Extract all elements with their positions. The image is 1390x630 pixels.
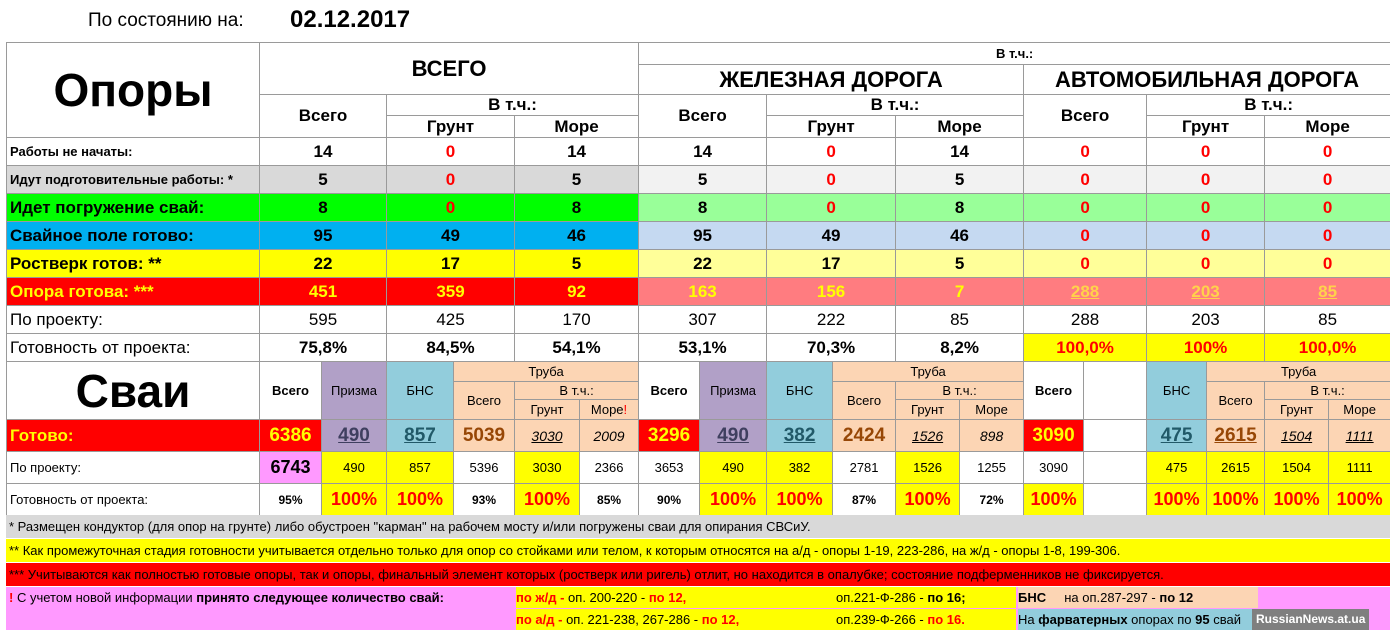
cell-value: 451 (260, 278, 387, 306)
cell-value: 87% (833, 484, 896, 516)
row-label: Идут подготовительные работы: * (7, 166, 260, 194)
footnote-4 (6, 587, 1390, 630)
cell-value: 85 (1265, 278, 1390, 306)
cell-value: 2615 (1207, 452, 1265, 484)
cell-value: 163 (639, 278, 767, 306)
rail-label: по ж/д - (516, 590, 569, 605)
watermark: RussianNews.at.ua (1252, 609, 1369, 630)
cell-value: 288 (1024, 306, 1147, 334)
group-total-title: ВСЕГО (260, 43, 639, 95)
cell-value: 475 (1147, 420, 1207, 452)
rail-range-1: оп. 200-220 - (568, 590, 649, 605)
cell-value: 1504 (1265, 420, 1329, 452)
col-total: Всего (260, 95, 387, 138)
col-sea (580, 400, 639, 420)
cell-value: 0 (387, 166, 515, 194)
status-header (0, 0, 1390, 40)
footnote-4-rail-2 (836, 587, 1016, 608)
row-label: Ростверк готов: ** (7, 250, 260, 278)
cell-value: 1504 (1265, 452, 1329, 484)
cell-value: 307 (639, 306, 767, 334)
cell-value: 14 (639, 138, 767, 166)
cell-value: 14 (515, 138, 639, 166)
col-truba: Труба (454, 362, 639, 382)
road-range-1: оп. 221-238, 267-286 - (566, 612, 702, 627)
row-label: Готовность от проекта: (7, 484, 260, 516)
group-vtch-title: В т.ч.: (639, 43, 1390, 65)
cell-value: 490 (322, 452, 387, 484)
cell-value: 92 (515, 278, 639, 306)
opory-title: Опоры (7, 43, 260, 138)
cell-value: 0 (1147, 166, 1265, 194)
bns-label: БНС (1018, 590, 1047, 605)
cell-value: 490 (700, 420, 767, 452)
footnote-4-rail (516, 587, 836, 608)
cell-value: 2615 (1207, 420, 1265, 452)
cell-value: 100% (387, 484, 454, 516)
col-ground: Грунт (1147, 116, 1265, 138)
footnote-3: *** Учитываются как полностью готовые опоры, так и опоры, финальный элемент которых (ростверк или ригель) отлит, но находится в опалубке; состояние подферменников не фиксируется. (6, 563, 1390, 586)
row-label: По проекту: (7, 452, 260, 484)
footnote-4-intro (9, 587, 444, 608)
col-truba: Труба (833, 362, 1024, 382)
cell-value: 595 (260, 306, 387, 334)
cell-value: 8,2% (896, 334, 1024, 362)
cell-value: 17 (767, 250, 896, 278)
col-empty (1084, 362, 1147, 420)
col-vtch: В т.ч.: (1265, 382, 1390, 400)
cell-value: 6743 (260, 452, 322, 484)
cell-value: 0 (767, 194, 896, 222)
cell-value: 1526 (896, 452, 960, 484)
status-date-label: По состоянию на: (88, 10, 244, 31)
road-value-1: по 12, (701, 612, 740, 627)
cell-value: 3090 (1024, 452, 1084, 484)
col-ground: Грунт (1265, 400, 1329, 420)
col-ground: Грунт (767, 116, 896, 138)
cell-value: 0 (1265, 222, 1390, 250)
cell-value: 0 (1147, 250, 1265, 278)
cell-value: 0 (767, 138, 896, 166)
cell-value: 5 (515, 166, 639, 194)
col-prizma: Призма (322, 362, 387, 420)
footnote-4-fairway (1018, 609, 1258, 630)
col-vtch: В т.ч.: (896, 382, 1024, 400)
cell-value: 0 (1265, 166, 1390, 194)
status-date-value: 02.12.2017 (290, 6, 411, 33)
group-road-title: АВТОМОБИЛЬНАЯ ДОРОГА (1024, 65, 1390, 95)
cell-value: 0 (1024, 138, 1147, 166)
col-ground: Грунт (387, 116, 515, 138)
svai-title: Сваи (7, 362, 260, 420)
footnote-4-mark: ! (9, 590, 14, 605)
cell-value: 0 (1147, 194, 1265, 222)
bns-value: по 12 (1159, 590, 1194, 605)
cell-value: 857 (387, 420, 454, 452)
cell-value: 93% (454, 484, 515, 516)
cell-value: 5 (260, 166, 387, 194)
cell-value: 3653 (639, 452, 700, 484)
cell-value: 1111 (1329, 452, 1390, 484)
col-total: Всего (1024, 95, 1147, 138)
cell-value: 100% (1329, 484, 1390, 516)
status-table (6, 42, 1390, 516)
cell-value: 2009 (580, 420, 639, 452)
row-label: Идет погружение свай: (7, 194, 260, 222)
cell-value: 49 (387, 222, 515, 250)
cell-value: 22 (260, 250, 387, 278)
cell-value: 100% (896, 484, 960, 516)
cell-value: 46 (515, 222, 639, 250)
cell-value: 7 (896, 278, 1024, 306)
cell-value: 100% (1265, 484, 1329, 516)
cell-value: 100% (767, 484, 833, 516)
cell-value: 85 (1265, 306, 1390, 334)
col-sea: Море (960, 400, 1024, 420)
cell-value: 100,0% (1024, 334, 1147, 362)
row-label: Готовность от проекта: (7, 334, 260, 362)
cell-value: 288 (1024, 278, 1147, 306)
fair-d: 95 (1195, 612, 1210, 627)
road-range-2: оп.239-Ф-266 - (836, 612, 928, 627)
cell-value: 0 (1147, 138, 1265, 166)
cell-empty (1084, 420, 1147, 452)
row-label: По проекту: (7, 306, 260, 334)
road-value-2: по 16. (927, 612, 965, 627)
cell-value: 22 (639, 250, 767, 278)
cell-empty (1084, 484, 1147, 516)
footnote-4-road (516, 609, 836, 630)
fair-b: фарватерных (1038, 612, 1128, 627)
cell-value: 222 (767, 306, 896, 334)
footnote-4-text-b: принято следующее количество свай: (196, 590, 444, 605)
col-vtch: В т.ч.: (387, 95, 639, 116)
cell-value: 156 (767, 278, 896, 306)
road-label: по а/д - (516, 612, 567, 627)
cell-value: 170 (515, 306, 639, 334)
cell-value: 14 (260, 138, 387, 166)
footnote-4-bns (1018, 587, 1258, 608)
col-bns: БНС (387, 362, 454, 420)
cell-value: 54,1% (515, 334, 639, 362)
cell-value: 100% (1024, 484, 1084, 516)
cell-value: 0 (1024, 166, 1147, 194)
col-sea: Море (1329, 400, 1390, 420)
col-vtch: В т.ч.: (515, 382, 639, 400)
col-vsego: Всего (1207, 382, 1265, 420)
cell-value: 17 (387, 250, 515, 278)
cell-value: 14 (896, 138, 1024, 166)
cell-value: 53,1% (639, 334, 767, 362)
cell-value: 898 (960, 420, 1024, 452)
col-prizma: Призма (700, 362, 767, 420)
col-bns: БНС (767, 362, 833, 420)
fair-c: опорах по (1127, 612, 1196, 627)
cell-value: 0 (1265, 138, 1390, 166)
cell-value: 100% (1147, 334, 1265, 362)
cell-value: 95 (260, 222, 387, 250)
cell-value: 1111 (1329, 420, 1390, 452)
cell-value: 90% (639, 484, 700, 516)
cell-value: 6386 (260, 420, 322, 452)
cell-value: 2424 (833, 420, 896, 452)
cell-value: 203 (1147, 278, 1265, 306)
rail-range-2: оп.221-Ф-286 - (836, 590, 928, 605)
col-vtch: В т.ч.: (1147, 95, 1390, 116)
cell-value: 3030 (515, 452, 580, 484)
cell-value: 3030 (515, 420, 580, 452)
col-total: Всего (260, 362, 322, 420)
cell-value: 1255 (960, 452, 1024, 484)
cell-value: 84,5% (387, 334, 515, 362)
cell-value: 5 (896, 250, 1024, 278)
cell-value: 95% (260, 484, 322, 516)
cell-value: 0 (1265, 194, 1390, 222)
cell-value: 5 (515, 250, 639, 278)
col-truba: Труба (1207, 362, 1390, 382)
cell-value: 46 (896, 222, 1024, 250)
group-rail-title: ЖЕЛЕЗНАЯ ДОРОГА (639, 65, 1024, 95)
col-vsego: Всего (833, 382, 896, 420)
cell-value: 0 (1265, 250, 1390, 278)
row-label: Свайное поле готово: (7, 222, 260, 250)
cell-value: 382 (767, 420, 833, 452)
footnote-1: * Размещен кондуктор (для опор на грунте) либо обустроен "карман" на рабочем мосту и/или погружены сваи для опирания СВСиУ. (6, 515, 1390, 538)
cell-value: 85% (580, 484, 639, 516)
cell-value: 8 (896, 194, 1024, 222)
cell-value: 8 (515, 194, 639, 222)
col-bns: БНС (1147, 362, 1207, 420)
cell-value: 0 (1024, 222, 1147, 250)
row-label: Готово: (7, 420, 260, 452)
cell-value: 425 (387, 306, 515, 334)
row-label: Работы не начаты: (7, 138, 260, 166)
col-total: Всего (639, 362, 700, 420)
rail-value-1: по 12, (648, 590, 687, 605)
fair-e: свай (1209, 612, 1241, 627)
cell-value: 0 (387, 194, 515, 222)
col-vsego: Всего (454, 382, 515, 420)
cell-value: 95 (639, 222, 767, 250)
cell-value: 857 (387, 452, 454, 484)
cell-value: 75,8% (260, 334, 387, 362)
cell-value: 3296 (639, 420, 700, 452)
cell-value: 382 (767, 452, 833, 484)
col-total: Всего (1024, 362, 1084, 420)
cell-value: 8 (639, 194, 767, 222)
sea-mark: ! (623, 402, 628, 417)
cell-value: 8 (260, 194, 387, 222)
cell-value: 0 (1147, 222, 1265, 250)
cell-value: 490 (322, 420, 387, 452)
cell-value: 359 (387, 278, 515, 306)
col-total: Всего (639, 95, 767, 138)
cell-value: 203 (1147, 306, 1265, 334)
col-ground: Грунт (515, 400, 580, 420)
cell-value: 100% (515, 484, 580, 516)
fair-a: На (1018, 612, 1039, 627)
cell-value: 5 (896, 166, 1024, 194)
cell-value: 5396 (454, 452, 515, 484)
footnotes (6, 515, 1390, 630)
rail-value-2: по 16; (927, 590, 966, 605)
cell-value: 475 (1147, 452, 1207, 484)
cell-value: 49 (767, 222, 896, 250)
col-sea-label: Море (590, 402, 624, 417)
cell-value: 0 (387, 138, 515, 166)
cell-value: 70,3% (767, 334, 896, 362)
col-sea: Море (896, 116, 1024, 138)
cell-value: 100,0% (1265, 334, 1390, 362)
cell-value: 2781 (833, 452, 896, 484)
footnote-2: ** Как промежуточная стадия готовности учитывается отдельно только для опор со стойками или телом, к которым относятся на а/д - опоры 1-19, 223-286, на ж/д - опоры 1-8, 199-306. (6, 539, 1390, 562)
cell-value: 5 (639, 166, 767, 194)
cell-value: 490 (700, 452, 767, 484)
col-ground: Грунт (896, 400, 960, 420)
cell-value: 100% (700, 484, 767, 516)
footnote-4-road-2 (836, 609, 1016, 630)
cell-value: 5039 (454, 420, 515, 452)
footnote-4-text-a: С учетом новой информации (13, 590, 197, 605)
cell-value: 2366 (580, 452, 639, 484)
cell-value: 100% (1147, 484, 1207, 516)
col-vtch: В т.ч.: (767, 95, 1024, 116)
cell-value: 100% (1207, 484, 1265, 516)
cell-value: 72% (960, 484, 1024, 516)
cell-value: 0 (767, 166, 896, 194)
cell-value: 100% (322, 484, 387, 516)
col-sea: Море (1265, 116, 1390, 138)
bns-range: на оп.287-297 - (1064, 590, 1160, 605)
cell-value: 0 (1024, 250, 1147, 278)
cell-value: 85 (896, 306, 1024, 334)
cell-value: 3090 (1024, 420, 1084, 452)
row-label: Опора готова: *** (7, 278, 260, 306)
col-sea: Море (515, 116, 639, 138)
cell-empty (1084, 452, 1147, 484)
cell-value: 0 (1024, 194, 1147, 222)
cell-value: 1526 (896, 420, 960, 452)
